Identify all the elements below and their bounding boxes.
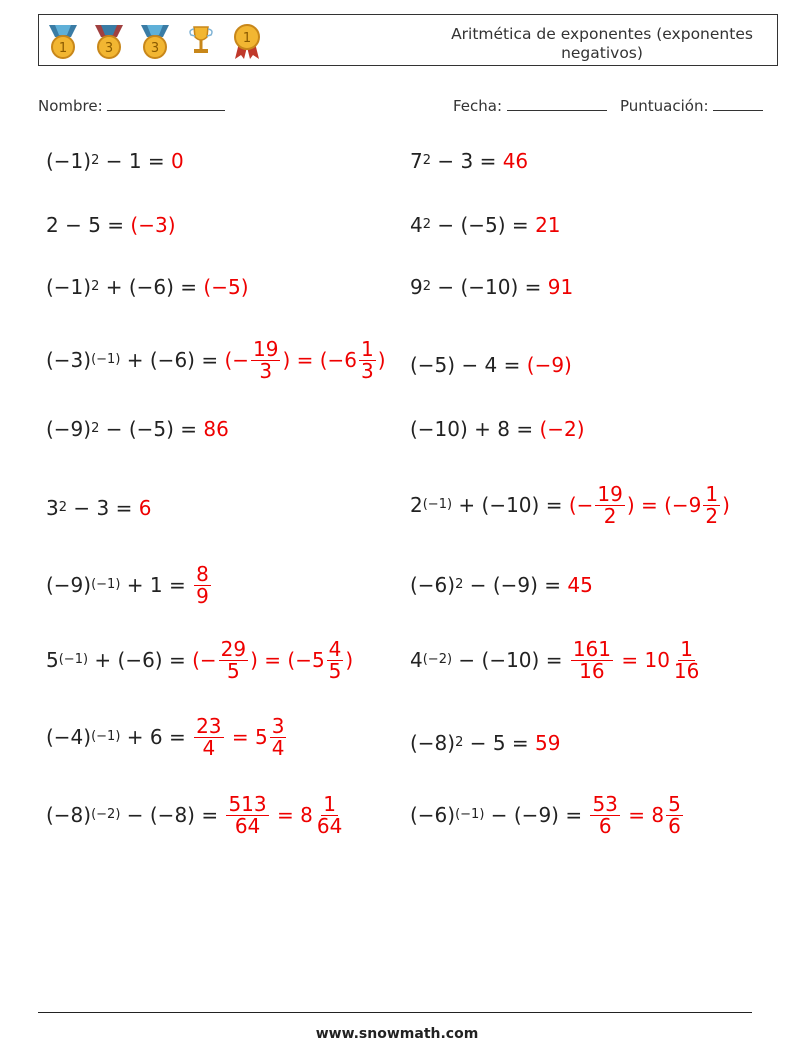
footer-url: www.snowmath.com <box>315 1026 479 1042</box>
answer <box>224 336 386 383</box>
answer-mixed-fraction <box>270 713 287 760</box>
question-base: (−3) <box>46 348 92 372</box>
answer-middle: = 8 <box>621 803 665 827</box>
question-base: (−8) <box>46 803 92 827</box>
problem-item: 3 2 − 3 = 6 <box>46 496 152 520</box>
answer-fraction-numerator: 19 <box>597 481 623 506</box>
answer: (−9) <box>526 353 572 377</box>
name-blank[interactable] <box>107 96 225 111</box>
answer-mixed-fraction <box>315 791 344 838</box>
answer-suffix: ) <box>345 648 354 672</box>
problem-item <box>410 340 572 390</box>
problem-item: 7 2 − 3 = 46 <box>410 149 529 173</box>
answer-fraction <box>571 636 613 683</box>
question-base: (−10) + 8 = <box>410 417 540 441</box>
question-base: 3 <box>46 496 59 520</box>
name-field <box>38 96 225 115</box>
question-base: (−1) <box>46 275 92 299</box>
answer-mixed-fraction-denominator: 64 <box>316 813 343 838</box>
problem-item: (−6) (−1) − (−9) = $\frac{53}{6}$ = 8 $\frac{5}{6}$ <box>410 790 685 840</box>
answer-fraction-denominator: 64 <box>234 813 261 838</box>
question-rest: + 1 = <box>120 573 193 597</box>
problem-item: (−9) (−1) + 1 = $\frac{8}{9}$ <box>46 560 213 610</box>
problem-item <box>410 404 585 454</box>
answer: (−5) <box>203 275 249 299</box>
medal-3-icon <box>135 21 175 61</box>
answer-fraction <box>219 636 248 683</box>
question-rest: − (−9) = <box>463 573 568 597</box>
problem-item: 5 (−1) + (−6) = (− $\frac{29}{5}$ ) = (−5 $\frac{4}{5}$ ) <box>46 636 354 683</box>
trophy-icon <box>181 21 221 61</box>
answer: 86 <box>203 417 229 441</box>
answer-fraction-numerator: 53 <box>592 791 618 816</box>
answer-mixed-fraction-numerator: 1 <box>705 481 719 506</box>
question-base: (−8) <box>410 731 456 755</box>
problem-item <box>46 200 176 250</box>
answer-mixed-fraction <box>672 636 701 683</box>
question-base: (−4) <box>46 725 92 749</box>
question-rest: − (−9) = <box>484 803 589 827</box>
score-label: Puntuación: <box>620 97 709 115</box>
answer-middle: = 10 <box>615 648 670 672</box>
answer-mixed-fraction <box>359 336 376 383</box>
answer: 59 <box>535 731 561 755</box>
answer-fraction-numerator: 513 <box>228 791 267 816</box>
answer-fraction-denominator: 2 <box>603 503 617 528</box>
answer-fraction-numerator: 23 <box>196 713 222 738</box>
question-base: 2 − 5 = <box>46 213 131 237</box>
answer-suffix: ) <box>722 493 730 517</box>
question-base: 5 <box>46 648 59 672</box>
svg-text:1: 1 <box>242 31 252 46</box>
answer-mixed-fraction-denominator: 2 <box>705 503 719 528</box>
answer-prefix: (− <box>192 648 217 672</box>
answer <box>192 713 288 760</box>
question-rest: − 5 = <box>463 731 536 755</box>
question-rest: − (−5) = <box>99 417 204 441</box>
question-base: 7 <box>410 149 423 173</box>
footer-divider <box>38 1012 752 1013</box>
svg-text:3: 3 <box>104 41 114 56</box>
problem-item: (−6) 2 − (−9) = 45 <box>410 573 593 597</box>
answer <box>588 791 684 838</box>
answer-fraction-denominator: 9 <box>196 583 209 608</box>
answer-mixed-fraction-denominator: 16 <box>673 658 700 683</box>
problem-item: (−8) 2 − 5 = 59 <box>410 731 561 755</box>
question-rest: + (−6) = <box>120 348 225 372</box>
question-base: (−9) <box>46 573 92 597</box>
problem-item: 9 2 − (−10) = 91 <box>410 275 574 299</box>
answer-fraction-numerator: 29 <box>220 636 247 661</box>
answer-fraction-denominator: 6 <box>598 813 612 838</box>
question-base: 4 <box>410 648 423 672</box>
answer-fraction-numerator: 161 <box>572 636 611 661</box>
answer-fraction <box>226 791 268 838</box>
answer-suffix: ) <box>377 348 386 372</box>
answer: 0 <box>171 149 184 173</box>
answer: 6 <box>138 496 152 520</box>
question-rest: − (−10) = <box>452 648 569 672</box>
answer-fraction-denominator: 5 <box>227 658 240 683</box>
question-rest: − 1 = <box>99 149 172 173</box>
question-rest: + (−6) = <box>99 275 204 299</box>
question-base: (−6) <box>410 803 456 827</box>
problem-item: 4 (−2) − (−10) = $\frac{161}{16}$ = 10 $\frac{1}{16}$ <box>410 635 703 685</box>
question-rest: + (−10) = <box>452 493 569 517</box>
medal-row <box>43 21 267 61</box>
answer-fraction-denominator: 16 <box>579 658 605 683</box>
answer-fraction-numerator: 19 <box>253 336 279 361</box>
question-rest: + 6 = <box>120 725 193 749</box>
date-label: Fecha: <box>453 97 503 115</box>
answer-fraction <box>595 481 624 528</box>
answer: (−3) <box>130 213 176 237</box>
date-blank[interactable] <box>507 96 607 111</box>
answer-middle: ) = (−6 <box>282 348 358 372</box>
answer-fraction <box>590 791 619 838</box>
answer-fraction-denominator: 3 <box>259 358 273 383</box>
problem-item: (−8) (−2) − (−8) = $\frac{513}{64}$ = 8 $\frac{1}{64}$ <box>46 790 346 840</box>
answer-middle: = 5 <box>225 725 268 749</box>
answer-mixed-fraction-denominator: 6 <box>668 813 681 838</box>
question-rest: − (−8) = <box>120 803 225 827</box>
problem-item: (−4) (−1) + 6 = $\frac{23}{4}$ = 5 $\frac{3}{4}$ <box>46 712 288 762</box>
svg-text:3: 3 <box>150 41 160 56</box>
problem-item: 2 (−1) + (−10) = (− $\frac{19}{2}$ ) = (−9 $\frac{1}{2}$ ) <box>410 481 730 528</box>
problem-item: (−3) (−1) + (−6) = (− $\frac{19}{3}$ ) = (−6 $\frac{1}{3}$ ) <box>46 336 386 383</box>
question-rest: − (−5) = <box>431 213 536 237</box>
answer <box>224 791 346 838</box>
answer <box>192 561 213 608</box>
problem-item: (−1) 2 − 1 = 0 <box>46 149 184 173</box>
answer-mixed-fraction <box>703 481 720 528</box>
answer-fraction <box>194 561 211 608</box>
answer: 91 <box>547 275 574 299</box>
answer-fraction-numerator: 8 <box>196 561 209 586</box>
answer-mixed-fraction-denominator: 4 <box>271 735 285 760</box>
question-base: 4 <box>410 213 423 237</box>
answer-mixed-fraction <box>666 791 683 838</box>
worksheet-title: Aritmética de exponentes (exponentes negativos) <box>451 25 753 62</box>
answer-mixed-fraction-numerator: 5 <box>668 791 681 816</box>
date-field <box>453 96 607 115</box>
answer-mixed-fraction-numerator: 1 <box>323 791 336 816</box>
question-base: 9 <box>410 275 423 299</box>
answer: (−2) <box>539 417 585 441</box>
answer-mixed-fraction-numerator: 1 <box>680 636 694 661</box>
answer-middle: ) = (−9 <box>626 493 702 517</box>
answer-middle: = 8 <box>270 803 313 827</box>
answer-fraction <box>251 336 280 383</box>
answer <box>569 636 704 683</box>
problem-item: (−1) 2 + (−6) = (−5) <box>46 275 249 299</box>
answer-mixed-fraction <box>327 636 344 683</box>
question-rest: − (−10) = <box>431 275 548 299</box>
medal-3-icon <box>89 21 129 61</box>
medal-1-icon <box>43 21 83 61</box>
question-base: (−5) − 4 = <box>410 353 527 377</box>
question-rest: − 3 = <box>431 149 503 173</box>
answer: 46 <box>502 149 529 173</box>
question-base: (−1) <box>46 149 92 173</box>
score-blank[interactable] <box>713 96 763 111</box>
answer: 45 <box>567 573 593 597</box>
worksheet-header <box>38 14 778 66</box>
answer-fraction <box>194 713 223 760</box>
problem-item: 4 2 − (−5) = 21 <box>410 213 561 237</box>
answer-prefix: (− <box>568 493 594 517</box>
svg-text:1: 1 <box>58 41 68 56</box>
problem-item: (−9) 2 − (−5) = 86 <box>46 417 229 441</box>
answer-mixed-fraction-numerator: 4 <box>328 636 342 661</box>
answer-middle: ) = (−5 <box>250 648 325 672</box>
answer: 21 <box>535 213 561 237</box>
answer-mixed-fraction-numerator: 3 <box>271 713 285 738</box>
answer-mixed-fraction-denominator: 5 <box>328 658 342 683</box>
question-rest: + (−6) = <box>88 648 193 672</box>
question-base: 2 <box>410 493 423 517</box>
score-field <box>620 96 763 115</box>
answer-mixed-fraction-denominator: 3 <box>361 358 374 383</box>
question-base: (−6) <box>410 573 456 597</box>
rosette-1-icon <box>227 21 267 61</box>
answer-mixed-fraction-numerator: 1 <box>361 336 374 361</box>
question-rest: − 3 = <box>67 496 139 520</box>
answer-prefix: (− <box>224 348 250 372</box>
answer-fraction-denominator: 4 <box>202 735 216 760</box>
name-label: Nombre: <box>38 97 103 115</box>
question-base: (−9) <box>46 417 92 441</box>
